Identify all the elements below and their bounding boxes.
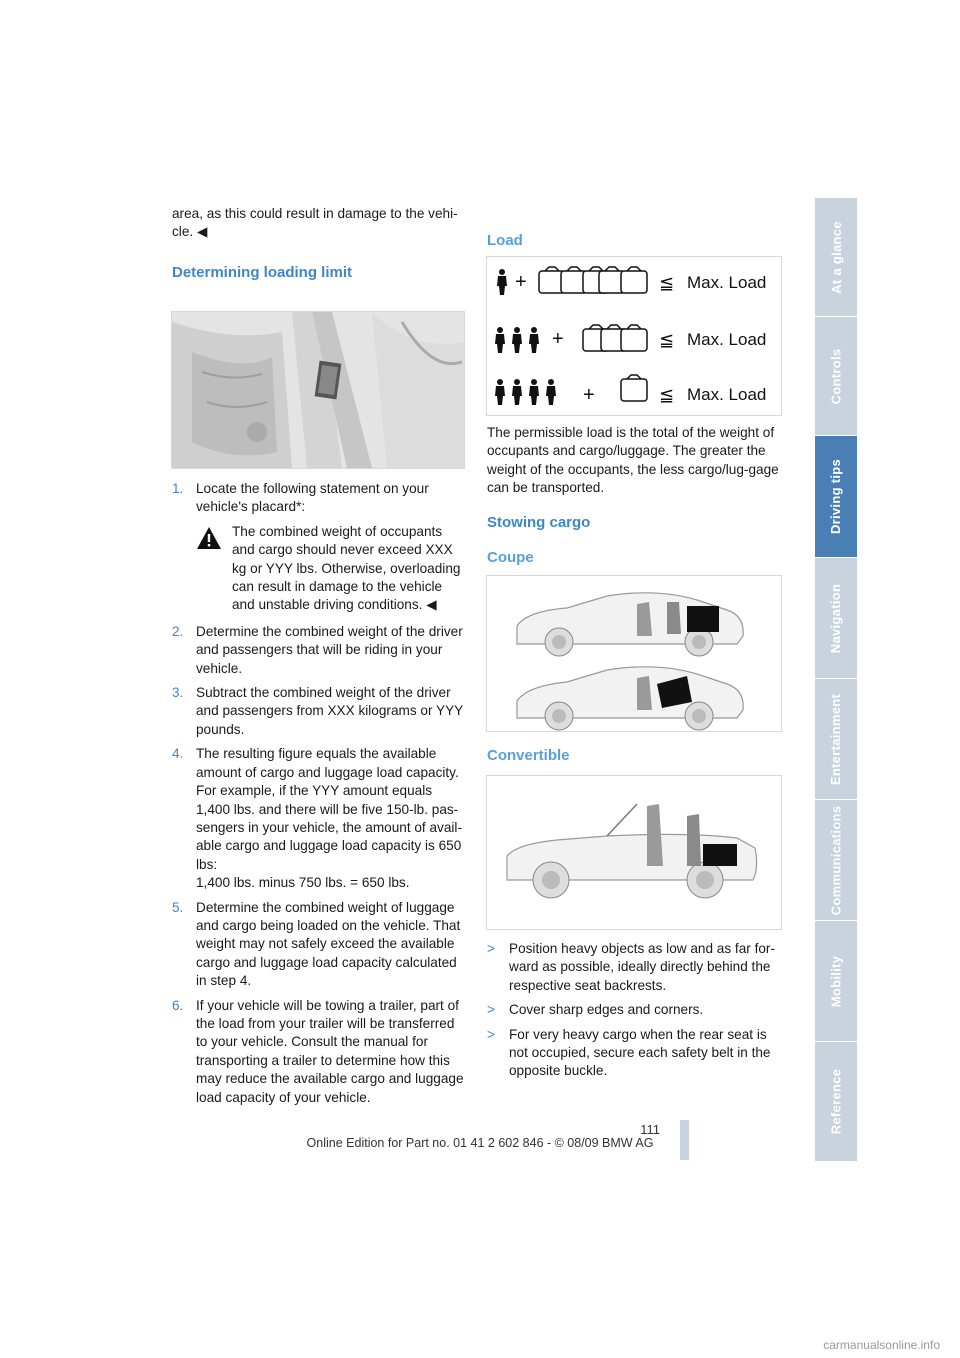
coupe-illustration <box>487 576 781 731</box>
tab-navigation[interactable]: Navigation <box>815 558 857 679</box>
bullet-item-1: > Position heavy objects as low and as far for-ward as possible, ideally directly behind the respective seat backrests. <box>487 941 775 993</box>
step-4-calculation: 1,400 lbs. minus 750 lbs. = 650 lbs. <box>196 875 410 891</box>
convertible-illustration <box>487 776 781 929</box>
tab-mobility[interactable]: Mobility <box>815 921 857 1042</box>
warning-block <box>172 523 464 615</box>
intro-text: area, as this could result in damage to the vehi-cle. ◀ <box>172 206 458 240</box>
svg-text:≦: ≦ <box>659 385 675 406</box>
placard-figure <box>171 311 465 469</box>
left-column <box>172 205 464 282</box>
footer-edition: Online Edition for Part no. 01 41 2 602 846 - © 08/09 BMW AG <box>306 1136 654 1150</box>
tab-controls[interactable]: Controls <box>815 317 857 436</box>
svg-text:≦: ≦ <box>659 330 675 351</box>
end-mark: ◀ <box>196 224 208 240</box>
tab-driving-tips[interactable]: Driving tips <box>815 436 857 558</box>
left-steps <box>172 480 464 1113</box>
svg-text:≦: ≦ <box>659 273 675 294</box>
warning-triangle-icon <box>196 525 222 551</box>
step-3: 3. Subtract the combined weight of the driver and passengers from XXX kilograms or YYY pounds. <box>172 685 463 737</box>
step-2: 2. Determine the combined weight of the driver and passengers that will be riding in your vehicle. <box>172 623 463 676</box>
bullet-item-3: > For very heavy cargo when the rear seat is not occupied, secure each safety belt in the opposite buckle. <box>487 1026 771 1079</box>
load-diagram-svg <box>487 257 781 415</box>
section-heading-loading-limit: Determining loading limit <box>172 263 353 281</box>
step-6: 6. If your vehicle will be towing a trailer, part of the load from your trailer will be transferred to your vehicle. Consult the manual for transporting a trailer to determine how this may reduce the available cargo and luggage load capacity of your vehicle. <box>172 997 464 1105</box>
tab-at-a-glance[interactable]: At a glance <box>815 198 857 317</box>
load-diagram <box>486 256 782 416</box>
convertible-figure <box>486 775 782 930</box>
max-load-label-2: Max. Load <box>687 330 767 349</box>
chapter-sidebar <box>815 198 857 1161</box>
tab-entertainment[interactable]: Entertainment <box>815 679 857 800</box>
watermark: carmanualsonline.info <box>823 1338 940 1352</box>
bullet-item-2: > Cover sharp edges and corners. <box>487 1002 704 1018</box>
warning-text: The combined weight of occupants and cargo should never exceed XXX kg or YYY lbs. Otherwise, overloading can result in damage to the vehicle and unstable driving conditions. ◀ <box>232 523 461 613</box>
step-5: 5. Determine the combined weight of luggage and cargo being loaded on the vehicle. That weight may not safely exceed the available cargo and luggage load capacity calculated in step 4. <box>172 899 461 989</box>
subheading-coupe: Coupe <box>487 549 534 566</box>
stowing-bullets <box>487 940 780 1087</box>
section-heading-load: Load <box>487 232 523 249</box>
step-1: 1. Locate the following statement on your vehicle's placard*: <box>172 481 429 515</box>
tab-reference[interactable]: Reference <box>828 1068 844 1135</box>
load-paragraph: The permissible load is the total of the weight of occupants and cargo/luggage. The greater the weight of the occupants, the less cargo/lug-gage can be transported. <box>487 425 779 496</box>
coupe-figure <box>486 575 782 732</box>
door-sill-illustration <box>172 312 464 468</box>
step-4: 4. The resulting figure equals the available amount of cargo and luggage load capacity. For example, if the YYY amount equals 1,400 lbs. and there will be five 150-lb. pas-sengers in your vehicle, the amount of avail-able cargo and luggage load capacity is 650 lbs: 1,400 lbs. minus 750 lbs. = 650 lbs. <box>172 745 464 892</box>
subheading-convertible: Convertible <box>487 747 570 764</box>
max-load-label-1: Max. Load <box>687 273 767 292</box>
svg-text:+: + <box>583 384 595 406</box>
page-number: 111 <box>640 1122 660 1137</box>
svg-text:+: + <box>515 271 527 293</box>
max-load-label-3: Max. Load <box>687 385 767 404</box>
section-heading-stowing-cargo: Stowing cargo <box>487 514 591 531</box>
svg-text:+: + <box>552 328 564 350</box>
tab-communications[interactable]: Communications <box>815 800 857 921</box>
